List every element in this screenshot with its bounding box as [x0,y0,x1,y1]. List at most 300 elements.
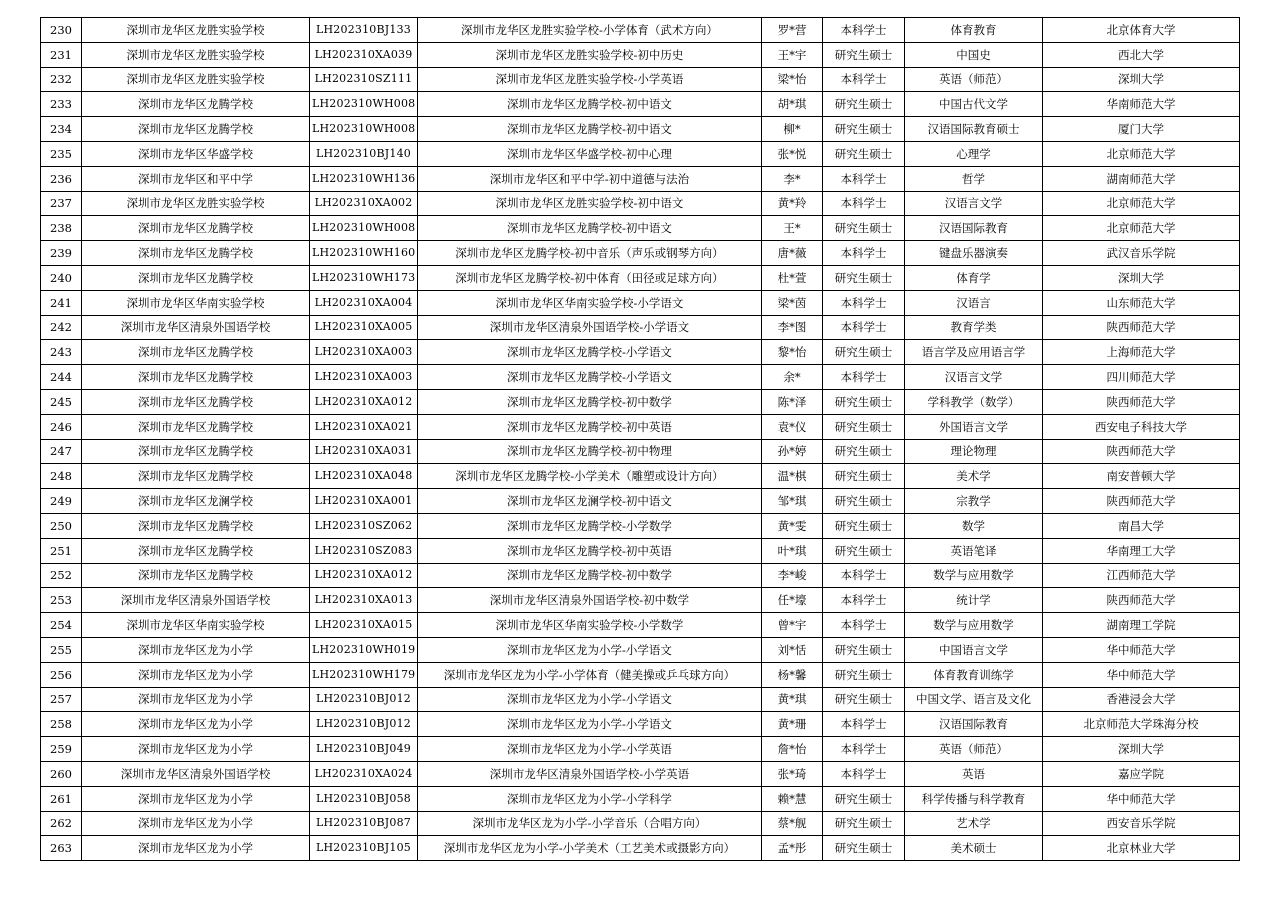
cell-post-code: LH202310XA012 [310,563,418,588]
cell-major: 教育学类 [905,315,1043,340]
cell-post-code: LH202310XA031 [310,439,418,464]
cell-school: 深圳市龙华区龙胜实验学校 [82,67,310,92]
cell-post-code: LH202310XA013 [310,588,418,613]
cell-degree: 研究生硕士 [823,265,905,290]
cell-degree: 本科学士 [823,166,905,191]
cell-candidate-name: 王* [762,216,823,241]
cell-university: 陕西师范大学 [1043,389,1240,414]
cell-post-name: 深圳市龙华区龙腾学校-初中体育（田径或足球方向） [418,265,762,290]
cell-degree: 本科学士 [823,191,905,216]
cell-post-name: 深圳市龙华区龙胜实验学校-小学体育（武术方向） [418,18,762,43]
cell-degree: 研究生硕士 [823,439,905,464]
cell-post-name: 深圳市龙华区龙腾学校-初中音乐（声乐或钢琴方向） [418,241,762,266]
cell-post-name: 深圳市龙华区龙腾学校-小学数学 [418,513,762,538]
cell-school: 深圳市龙华区清泉外国语学校 [82,761,310,786]
cell-school: 深圳市龙华区龙澜学校 [82,489,310,514]
cell-number: 233 [41,92,82,117]
table-row [41,67,1240,92]
cell-number: 254 [41,613,82,638]
cell-degree: 本科学士 [823,290,905,315]
cell-degree: 研究生硕士 [823,340,905,365]
cell-degree: 研究生硕士 [823,117,905,142]
cell-number: 251 [41,538,82,563]
cell-post-code: LH202310XA015 [310,613,418,638]
cell-university: 华南师范大学 [1043,92,1240,117]
cell-university: 四川师范大学 [1043,365,1240,390]
cell-school: 深圳市龙华区龙为小学 [82,737,310,762]
cell-post-name: 深圳市龙华区龙为小学-小学语文 [418,712,762,737]
cell-degree: 本科学士 [823,563,905,588]
cell-university: 山东师范大学 [1043,290,1240,315]
cell-post-name: 深圳市龙华区华南实验学校-小学语文 [418,290,762,315]
cell-candidate-name: 温*棋 [762,464,823,489]
cell-post-code: LH202310XA002 [310,191,418,216]
cell-post-code: LH202310BJ087 [310,811,418,836]
cell-candidate-name: 李*峻 [762,563,823,588]
cell-number: 243 [41,340,82,365]
table-row [41,241,1240,266]
cell-post-name: 深圳市龙华区清泉外国语学校-小学英语 [418,761,762,786]
cell-post-name: 深圳市龙华区龙腾学校-初中语文 [418,117,762,142]
cell-university: 华南理工大学 [1043,538,1240,563]
cell-post-name: 深圳市龙华区龙胜实验学校-初中语文 [418,191,762,216]
cell-post-name: 深圳市龙华区龙为小学-小学英语 [418,737,762,762]
cell-degree: 本科学士 [823,613,905,638]
cell-degree: 本科学士 [823,737,905,762]
cell-university: 湖南师范大学 [1043,166,1240,191]
cell-university: 香港浸会大学 [1043,687,1240,712]
cell-degree: 本科学士 [823,761,905,786]
cell-major: 语言学及应用语言学 [905,340,1043,365]
table-row [41,662,1240,687]
cell-candidate-name: 张*悦 [762,141,823,166]
cell-university: 湖南理工学院 [1043,613,1240,638]
cell-post-code: LH202310WH160 [310,241,418,266]
cell-school: 深圳市龙华区龙为小学 [82,637,310,662]
table-row [41,340,1240,365]
cell-number: 246 [41,414,82,439]
cell-number: 242 [41,315,82,340]
cell-school: 深圳市龙华区龙腾学校 [82,216,310,241]
cell-post-name: 深圳市龙华区龙为小学-小学语文 [418,637,762,662]
cell-post-name: 深圳市龙华区龙为小学-小学体育（健美操或乒乓球方向） [418,662,762,687]
cell-degree: 研究生硕士 [823,811,905,836]
cell-candidate-name: 袁*仪 [762,414,823,439]
cell-university: 陕西师范大学 [1043,439,1240,464]
cell-number: 230 [41,18,82,43]
cell-major: 美术硕士 [905,836,1043,861]
cell-school: 深圳市龙华区龙腾学校 [82,439,310,464]
cell-major: 英语（师范） [905,67,1043,92]
table-row [41,315,1240,340]
cell-university: 陕西师范大学 [1043,315,1240,340]
cell-post-code: LH202310WH136 [310,166,418,191]
cell-post-code: LH202310BJ133 [310,18,418,43]
cell-university: 陕西师范大学 [1043,588,1240,613]
cell-degree: 本科学士 [823,712,905,737]
cell-school: 深圳市龙华区龙为小学 [82,712,310,737]
table-row [41,786,1240,811]
cell-post-name: 深圳市龙华区华盛学校-初中心理 [418,141,762,166]
cell-degree: 研究生硕士 [823,389,905,414]
cell-candidate-name: 王*宇 [762,42,823,67]
cell-post-code: LH202310XA048 [310,464,418,489]
cell-post-name: 深圳市龙华区龙腾学校-小学语文 [418,365,762,390]
cell-major: 中国语言文学 [905,637,1043,662]
cell-number: 263 [41,836,82,861]
cell-university: 上海师范大学 [1043,340,1240,365]
cell-degree: 本科学士 [823,67,905,92]
cell-post-name: 深圳市龙华区清泉外国语学校-初中数学 [418,588,762,613]
cell-degree: 研究生硕士 [823,513,905,538]
cell-number: 248 [41,464,82,489]
cell-university: 武汉音乐学院 [1043,241,1240,266]
cell-candidate-name: 邹*琪 [762,489,823,514]
cell-number: 234 [41,117,82,142]
cell-major: 体育教育训练学 [905,662,1043,687]
cell-university: 北京师范大学 [1043,216,1240,241]
cell-candidate-name: 黄*珊 [762,712,823,737]
cell-school: 深圳市龙华区龙腾学校 [82,92,310,117]
cell-post-name: 深圳市龙华区龙腾学校-初中英语 [418,414,762,439]
cell-post-name: 深圳市龙华区龙为小学-小学美术（工艺美术或摄影方向） [418,836,762,861]
cell-school: 深圳市龙华区龙腾学校 [82,340,310,365]
table-row [41,18,1240,43]
cell-university: 南安普顿大学 [1043,464,1240,489]
cell-degree: 研究生硕士 [823,464,905,489]
table-row [41,613,1240,638]
cell-number: 237 [41,191,82,216]
cell-university: 华中师范大学 [1043,637,1240,662]
cell-post-name: 深圳市龙华区和平中学-初中道德与法治 [418,166,762,191]
cell-university: 嘉应学院 [1043,761,1240,786]
cell-university: 江西师范大学 [1043,563,1240,588]
table-row [41,737,1240,762]
cell-major: 理论物理 [905,439,1043,464]
cell-candidate-name: 李* [762,166,823,191]
cell-degree: 研究生硕士 [823,414,905,439]
table-row [41,117,1240,142]
cell-major: 汉语国际教育 [905,712,1043,737]
cell-post-code: LH202310BJ058 [310,786,418,811]
cell-university: 深圳大学 [1043,265,1240,290]
cell-post-name: 深圳市龙华区龙腾学校-初中英语 [418,538,762,563]
cell-post-code: LH202310BJ049 [310,737,418,762]
cell-candidate-name: 詹*怡 [762,737,823,762]
cell-degree: 研究生硕士 [823,489,905,514]
cell-major: 汉语国际教育硕士 [905,117,1043,142]
cell-degree: 研究生硕士 [823,42,905,67]
cell-major: 统计学 [905,588,1043,613]
cell-degree: 本科学士 [823,241,905,266]
table-row [41,265,1240,290]
cell-school: 深圳市龙华区华南实验学校 [82,290,310,315]
cell-major: 数学与应用数学 [905,613,1043,638]
cell-school: 深圳市龙华区龙为小学 [82,836,310,861]
cell-candidate-name: 蔡*舰 [762,811,823,836]
cell-degree: 本科学士 [823,588,905,613]
table-row [41,414,1240,439]
table-body [41,18,1240,861]
cell-degree: 研究生硕士 [823,92,905,117]
cell-post-code: LH202310WH019 [310,637,418,662]
cell-candidate-name: 黎*怡 [762,340,823,365]
cell-school: 深圳市龙华区龙为小学 [82,811,310,836]
table-row [41,538,1240,563]
cell-major: 中国古代文学 [905,92,1043,117]
table-row [41,166,1240,191]
cell-number: 257 [41,687,82,712]
cell-post-name: 深圳市龙华区龙腾学校-初中语文 [418,216,762,241]
cell-school: 深圳市龙华区华盛学校 [82,141,310,166]
cell-candidate-name: 陈*泽 [762,389,823,414]
cell-candidate-name: 梁*茵 [762,290,823,315]
cell-major: 英语笔译 [905,538,1043,563]
cell-major: 体育学 [905,265,1043,290]
cell-candidate-name: 梁*怡 [762,67,823,92]
cell-post-code: LH202310XA004 [310,290,418,315]
cell-number: 244 [41,365,82,390]
cell-major: 中国史 [905,42,1043,67]
cell-number: 255 [41,637,82,662]
cell-candidate-name: 黄*雯 [762,513,823,538]
cell-university: 西北大学 [1043,42,1240,67]
cell-post-code: LH202310BJ140 [310,141,418,166]
cell-candidate-name: 李*图 [762,315,823,340]
cell-number: 245 [41,389,82,414]
cell-post-code: LH202310XA039 [310,42,418,67]
cell-candidate-name: 孙*婷 [762,439,823,464]
cell-university: 北京师范大学珠海分校 [1043,712,1240,737]
cell-university: 西安音乐学院 [1043,811,1240,836]
cell-post-code: LH202310WH179 [310,662,418,687]
cell-post-code: LH202310WH008 [310,92,418,117]
cell-university: 华中师范大学 [1043,662,1240,687]
cell-university: 陕西师范大学 [1043,489,1240,514]
cell-candidate-name: 胡*琪 [762,92,823,117]
cell-degree: 研究生硕士 [823,538,905,563]
cell-candidate-name: 罗*营 [762,18,823,43]
table-row [41,92,1240,117]
cell-major: 哲学 [905,166,1043,191]
cell-degree: 研究生硕士 [823,637,905,662]
cell-candidate-name: 黄*羚 [762,191,823,216]
cell-major: 汉语言文学 [905,191,1043,216]
cell-school: 深圳市龙华区和平中学 [82,166,310,191]
table-row [41,42,1240,67]
cell-school: 深圳市龙华区龙为小学 [82,786,310,811]
cell-post-code: LH202310XA001 [310,489,418,514]
table-row [41,290,1240,315]
cell-degree: 本科学士 [823,18,905,43]
cell-candidate-name: 孟*彤 [762,836,823,861]
cell-number: 236 [41,166,82,191]
cell-university: 北京师范大学 [1043,141,1240,166]
cell-candidate-name: 唐*薇 [762,241,823,266]
cell-university: 西安电子科技大学 [1043,414,1240,439]
cell-number: 249 [41,489,82,514]
cell-post-code: LH202310WH008 [310,117,418,142]
cell-major: 外国语言文学 [905,414,1043,439]
table-row [41,811,1240,836]
cell-school: 深圳市龙华区龙腾学校 [82,389,310,414]
cell-candidate-name: 任*壕 [762,588,823,613]
cell-university: 华中师范大学 [1043,786,1240,811]
cell-school: 深圳市龙华区龙为小学 [82,687,310,712]
cell-number: 238 [41,216,82,241]
cell-post-code: LH202310SZ062 [310,513,418,538]
cell-school: 深圳市龙华区龙腾学校 [82,563,310,588]
cell-major: 心理学 [905,141,1043,166]
cell-number: 247 [41,439,82,464]
cell-major: 汉语国际教育 [905,216,1043,241]
cell-post-name: 深圳市龙华区清泉外国语学校-小学语文 [418,315,762,340]
cell-school: 深圳市龙华区龙腾学校 [82,538,310,563]
cell-major: 体育教育 [905,18,1043,43]
cell-degree: 研究生硕士 [823,662,905,687]
cell-degree: 研究生硕士 [823,786,905,811]
cell-number: 235 [41,141,82,166]
cell-university: 北京师范大学 [1043,191,1240,216]
cell-major: 宗教学 [905,489,1043,514]
cell-number: 239 [41,241,82,266]
cell-number: 262 [41,811,82,836]
table-row [41,687,1240,712]
cell-school: 深圳市龙华区龙胜实验学校 [82,42,310,67]
cell-degree: 研究生硕士 [823,836,905,861]
cell-post-code: LH202310XA021 [310,414,418,439]
cell-school: 深圳市龙华区龙腾学校 [82,464,310,489]
cell-post-name: 深圳市龙华区龙胜实验学校-小学英语 [418,67,762,92]
cell-candidate-name: 张*琦 [762,761,823,786]
table-row [41,563,1240,588]
table-row [41,712,1240,737]
cell-candidate-name: 赖*慧 [762,786,823,811]
cell-school: 深圳市龙华区清泉外国语学校 [82,315,310,340]
cell-candidate-name: 刘*恬 [762,637,823,662]
table-row [41,141,1240,166]
table-row [41,489,1240,514]
cell-school: 深圳市龙华区龙腾学校 [82,241,310,266]
cell-post-name: 深圳市龙华区龙腾学校-初中数学 [418,563,762,588]
cell-major: 科学传播与科学教育 [905,786,1043,811]
cell-university: 北京体育大学 [1043,18,1240,43]
cell-school: 深圳市龙华区龙腾学校 [82,117,310,142]
cell-school: 深圳市龙华区龙为小学 [82,662,310,687]
cell-school: 深圳市龙华区清泉外国语学校 [82,588,310,613]
cell-post-code: LH202310XA003 [310,340,418,365]
cell-number: 231 [41,42,82,67]
cell-university: 厦门大学 [1043,117,1240,142]
cell-major: 汉语言 [905,290,1043,315]
table-row [41,637,1240,662]
cell-post-code: LH202310BJ012 [310,712,418,737]
table-row [41,439,1240,464]
table-row [41,513,1240,538]
cell-post-code: LH202310XA005 [310,315,418,340]
cell-school: 深圳市龙华区龙腾学校 [82,414,310,439]
cell-major: 艺术学 [905,811,1043,836]
cell-post-name: 深圳市龙华区龙腾学校-小学语文 [418,340,762,365]
cell-post-code: LH202310XA012 [310,389,418,414]
cell-number: 252 [41,563,82,588]
cell-school: 深圳市龙华区华南实验学校 [82,613,310,638]
cell-university: 北京林业大学 [1043,836,1240,861]
cell-school: 深圳市龙华区龙胜实验学校 [82,191,310,216]
cell-candidate-name: 杨*馨 [762,662,823,687]
table-row [41,389,1240,414]
cell-major: 英语 [905,761,1043,786]
cell-number: 240 [41,265,82,290]
cell-number: 261 [41,786,82,811]
table-row [41,836,1240,861]
cell-post-code: LH202310SZ111 [310,67,418,92]
cell-post-code: LH202310XA003 [310,365,418,390]
cell-degree: 本科学士 [823,365,905,390]
cell-post-name: 深圳市龙华区龙为小学-小学音乐（合唱方向） [418,811,762,836]
cell-post-code: LH202310XA024 [310,761,418,786]
cell-post-name: 深圳市龙华区龙腾学校-初中物理 [418,439,762,464]
cell-candidate-name: 杜*萱 [762,265,823,290]
cell-number: 260 [41,761,82,786]
cell-major: 学科教学（数学） [905,389,1043,414]
cell-number: 232 [41,67,82,92]
cell-number: 253 [41,588,82,613]
cell-school: 深圳市龙华区龙胜实验学校 [82,18,310,43]
table-row [41,216,1240,241]
cell-candidate-name: 叶*琪 [762,538,823,563]
cell-post-name: 深圳市龙华区龙胜实验学校-初中历史 [418,42,762,67]
cell-number: 250 [41,513,82,538]
cell-post-code: LH202310WH008 [310,216,418,241]
table-row [41,761,1240,786]
table-row [41,588,1240,613]
cell-post-name: 深圳市龙华区龙腾学校-初中数学 [418,389,762,414]
cell-candidate-name: 柳* [762,117,823,142]
cell-post-name: 深圳市龙华区龙为小学-小学科学 [418,786,762,811]
cell-post-name: 深圳市龙华区华南实验学校-小学数学 [418,613,762,638]
cell-major: 数学 [905,513,1043,538]
cell-degree: 本科学士 [823,315,905,340]
cell-university: 南昌大学 [1043,513,1240,538]
cell-school: 深圳市龙华区龙腾学校 [82,265,310,290]
cell-school: 深圳市龙华区龙腾学校 [82,365,310,390]
cell-major: 中国文学、语言及文化 [905,687,1043,712]
cell-post-name: 深圳市龙华区龙腾学校-初中语文 [418,92,762,117]
table-row [41,464,1240,489]
cell-major: 汉语言文学 [905,365,1043,390]
cell-post-code: LH202310BJ105 [310,836,418,861]
cell-degree: 研究生硕士 [823,216,905,241]
cell-university: 深圳大学 [1043,737,1240,762]
cell-post-name: 深圳市龙华区龙澜学校-初中语文 [418,489,762,514]
cell-number: 256 [41,662,82,687]
cell-number: 258 [41,712,82,737]
cell-candidate-name: 黄*琪 [762,687,823,712]
cell-degree: 研究生硕士 [823,141,905,166]
table-row [41,365,1240,390]
cell-post-code: LH202310SZ083 [310,538,418,563]
cell-major: 数学与应用数学 [905,563,1043,588]
cell-post-name: 深圳市龙华区龙为小学-小学语文 [418,687,762,712]
cell-school: 深圳市龙华区龙腾学校 [82,513,310,538]
candidate-table [40,17,1240,861]
cell-major: 英语（师范） [905,737,1043,762]
cell-university: 深圳大学 [1043,67,1240,92]
cell-degree: 研究生硕士 [823,687,905,712]
cell-candidate-name: 曾*宇 [762,613,823,638]
cell-candidate-name: 余* [762,365,823,390]
